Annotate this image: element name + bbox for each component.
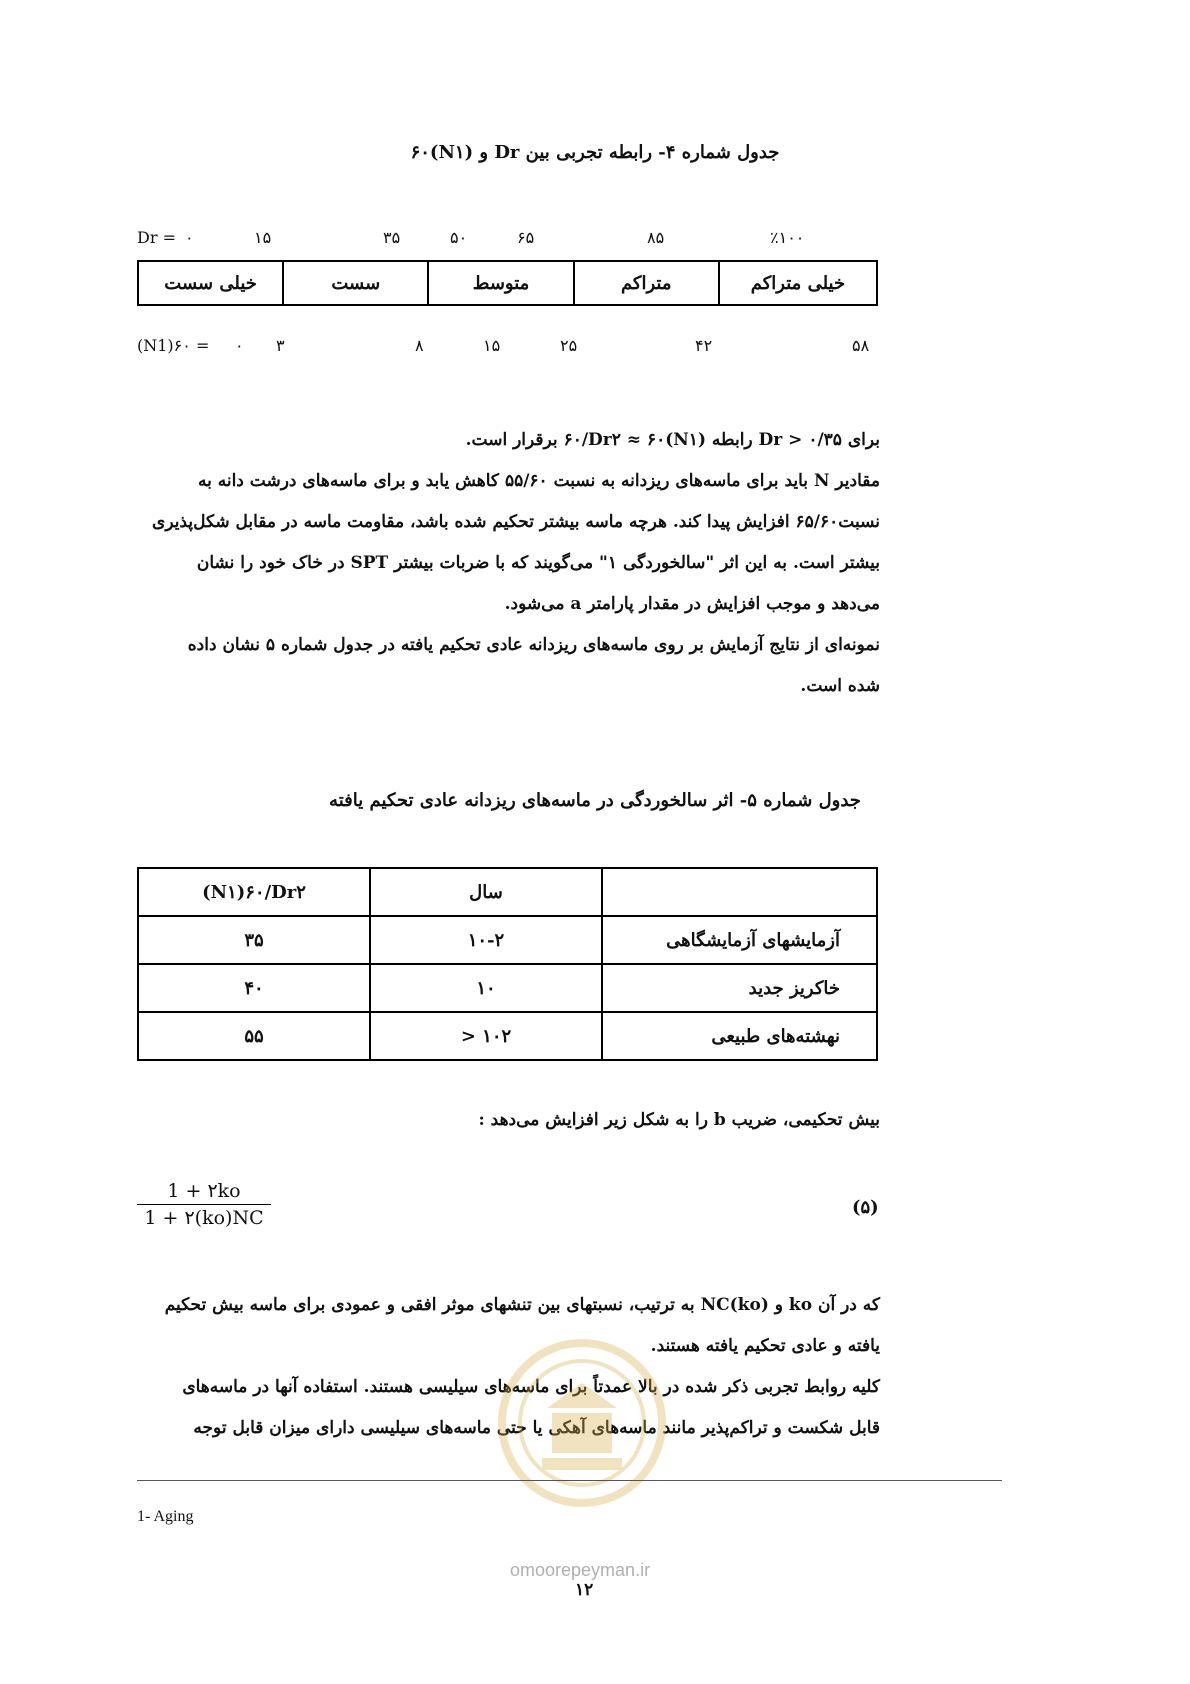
table5-title: جدول شماره ۵- اثر سالخوردگی در ماسه‌های ریزدانه عادی تحکیم یافته xyxy=(329,790,861,811)
paragraph-line: بیشتر است. به این اثر "سالخوردگی ۱" می‌گویند که با ضربات بیشتر SPT در خاک خود را نشان xyxy=(196,553,880,573)
dr-tick: ۳۵ xyxy=(383,228,401,247)
category-very-dense: خیلی متراکم xyxy=(719,261,877,305)
dr-tick: ۶۵ xyxy=(517,228,535,247)
category-dense: متراکم xyxy=(574,261,719,305)
equation-fraction xyxy=(137,1180,271,1229)
cell-ratio: ۵۵ xyxy=(138,1012,370,1060)
overconsolidation-sentence: بیش تحکیمی، ضریب b را به شکل زیر افزایش می‌دهد : xyxy=(478,1110,880,1130)
table-row xyxy=(138,916,877,964)
category-very-loose: خیلی سست xyxy=(138,261,283,305)
paragraph-line: که در آن ko و (ko)NC به ترتیب، نسبتهای بین تنشهای موثر افقی و عمودی برای ماسه بیش تحکیم xyxy=(164,1295,880,1315)
cell-years: ۱۰ xyxy=(370,964,602,1012)
dr-tick: ٪۱۰۰ xyxy=(770,228,805,247)
n-tick: ۲۵ xyxy=(560,336,578,355)
dr-tick: ۸۵ xyxy=(647,228,665,247)
dr-tick: ۵۰ xyxy=(450,228,468,247)
dr-scale-row xyxy=(137,228,887,252)
n-tick: ۰ xyxy=(235,336,244,355)
n-scale-row xyxy=(137,336,887,360)
watermark-seal-icon xyxy=(492,1328,672,1528)
body-paragraph-1 xyxy=(120,420,880,707)
table4-title: جدول شماره ۴- رابطه تجربی بین Dr و (N۱)۶۰ xyxy=(410,142,780,163)
category-loose: سست xyxy=(283,261,428,305)
density-category-table xyxy=(137,260,878,306)
category-medium: متوسط xyxy=(428,261,573,305)
n-tick: ۱۵ xyxy=(483,336,501,355)
paragraph-line: مقادیر N باید برای ماسه‌های ریزدانه به نسبت ۵۵/۶۰ کاهش یابد و برای ماسه‌های درشت دانه به xyxy=(197,471,880,491)
dr-label: Dr = xyxy=(137,228,176,247)
n-tick: ۴۲ xyxy=(695,336,713,355)
footnote-divider xyxy=(137,1480,1002,1481)
cell-ratio: ۳۵ xyxy=(138,916,370,964)
paragraph-line: کلیه روابط تجربی ذکر شده در بالا عمدتاً برای ماسه‌های سیلیسی هستند. استفاده آنها در ماسه‌های xyxy=(182,1377,880,1397)
footnote: 1- Aging xyxy=(137,1508,194,1525)
header-empty xyxy=(602,868,877,916)
equation-number: (۵) xyxy=(852,1197,879,1218)
header-ratio: (N۱)۶۰/Dr۲ xyxy=(138,868,370,916)
n-label: (N1)۶۰ = xyxy=(137,336,210,355)
paragraph-line: یافته و عادی تحکیم یافته هستند. xyxy=(650,1336,880,1356)
cell-test-type: خاکریز جدید xyxy=(602,964,877,1012)
table-header-row xyxy=(138,868,877,916)
cell-years: > ۱۰۲ xyxy=(370,1012,602,1060)
header-years: سال xyxy=(370,868,602,916)
n-tick: ۵۸ xyxy=(852,336,870,355)
n-tick: ۸ xyxy=(415,336,424,355)
equation-denominator: 1 + ۲(ko)NC xyxy=(144,1207,264,1229)
page-number: ۱۲ xyxy=(575,1580,594,1600)
aging-table xyxy=(137,867,878,1061)
cell-ratio: ۴۰ xyxy=(138,964,370,1012)
cell-test-type: آزمایشهای آزمایشگاهی xyxy=(602,916,877,964)
table-row xyxy=(138,964,877,1012)
watermark-url: omoorepeyman.ir xyxy=(510,1560,651,1580)
cell-test-type: نهشته‌های طبیعی xyxy=(602,1012,877,1060)
dr-tick: ۱۵ xyxy=(254,228,272,247)
n-tick: ۳ xyxy=(276,336,285,355)
paragraph-line: می‌دهد و موجب افزایش در مقدار پارامتر a می‌شود. xyxy=(504,594,880,614)
paragraph-line: شده است. xyxy=(800,676,880,696)
paragraph-line: قابل شکست و تراکم‌پذیر مانند ماسه‌های آهکی یا حتی ماسه‌های سیلیسی دارای میزان قابل توجه xyxy=(193,1418,880,1438)
paragraph-line: برای Dr > ۰/۳۵ رابطه (N۱)۶۰/Dr۲ ≈ ۶۰ برقرار است. xyxy=(465,430,880,450)
paragraph-line: نسبت۶۵/۶۰ افزایش پیدا کند. هرچه ماسه بیشتر تحکیم شده باشد، مقاومت ماسه در مقابل شکل‌پذیری xyxy=(152,512,880,532)
cell-years: ۱۰-۲ xyxy=(370,916,602,964)
dr-tick: ۰ xyxy=(185,228,194,247)
paragraph-line: نمونه‌ای از نتایج آزمایش بر روی ماسه‌های ریزدانه عادی تحکیم یافته در جدول شماره ۵ نشان داده xyxy=(187,635,880,655)
table-row xyxy=(138,1012,877,1060)
equation-numerator: 1 + ۲ko xyxy=(137,1180,271,1205)
